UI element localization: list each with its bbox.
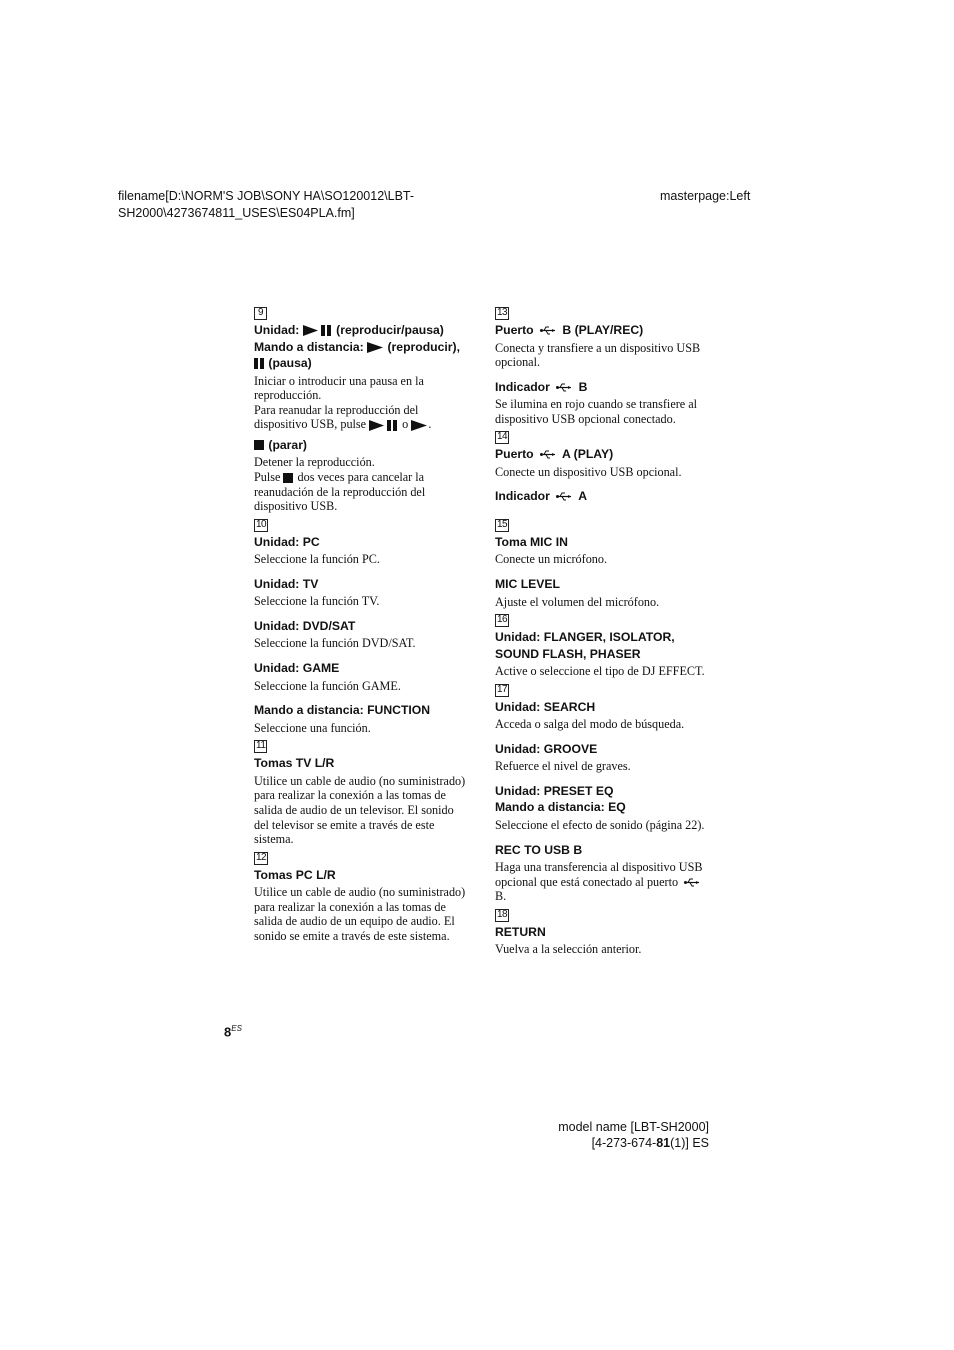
text: dos veces para cancelar la reanudación de la reproducción del dispositivo USB. bbox=[254, 469, 426, 514]
heading-remote-eq: Mando a distancia: EQ bbox=[495, 800, 626, 815]
heading-dj-effects-1: Unidad: FLANGER, ISOLATOR, bbox=[495, 630, 675, 645]
text: (1)] ES bbox=[670, 1136, 709, 1150]
heading-indicator-a bbox=[495, 488, 711, 505]
page-number bbox=[224, 1024, 242, 1039]
paragraph-play-pause-desc: Iniciar o introducir una pausa en la reproducción. bbox=[254, 373, 424, 403]
heading-preset-eq: Unidad: PRESET EQ bbox=[495, 783, 614, 798]
paragraph-tv-lr: Utilice un cable de audio (no suministrado) para realizar la conexión a las tomas de salida de audio de un televisor. El sonido del televisor se emite a través de este sistema. bbox=[254, 773, 466, 847]
paragraph-port-b: Conecta y transfiere a un dispositivo USB opcional. bbox=[495, 340, 701, 370]
paragraph-resume bbox=[254, 403, 470, 432]
heading-mic-level: MIC LEVEL bbox=[495, 577, 561, 592]
heading-unit-game: Unidad: GAME bbox=[254, 661, 340, 676]
usb-icon bbox=[556, 492, 572, 501]
paragraph-indicator-b: Se ilumina en rojo cuando se transfiere al dispositivo USB opcional conectado. bbox=[495, 397, 698, 426]
item-number-12: 12 bbox=[256, 851, 267, 863]
header-masterpage: masterpage:Left bbox=[660, 189, 751, 203]
item-number-11: 11 bbox=[256, 740, 266, 752]
paragraph-game: Seleccione la función GAME. bbox=[254, 678, 401, 693]
right-column bbox=[495, 302, 711, 957]
heading-text: (pausa) bbox=[268, 356, 312, 370]
play-icon bbox=[367, 342, 384, 353]
heading-text: Mando a distancia: bbox=[254, 339, 364, 354]
text: o bbox=[402, 417, 409, 432]
item-number-16: 16 bbox=[497, 614, 508, 626]
heading-text: Indicador bbox=[495, 379, 550, 394]
paragraph-return: Vuelva a la selección anterior. bbox=[495, 942, 642, 957]
paragraph-pc-lr: Utilice un cable de audio (no suministrado) para realizar la conexión a las tomas de salida de audio de un equipo de audio. El sonido se emite a través de este sistema. bbox=[254, 885, 466, 943]
paragraph-port-a: Conecte un dispositivo USB opcional. bbox=[495, 464, 682, 479]
heading-port-a bbox=[495, 446, 711, 463]
heading-mic-in: Toma MIC IN bbox=[495, 534, 568, 549]
item-number-10: 10 bbox=[256, 518, 267, 530]
item-number-13: 13 bbox=[497, 307, 508, 318]
text: Pulse bbox=[254, 469, 281, 484]
heading-remote-play bbox=[254, 339, 470, 356]
heading-text: Indicador bbox=[495, 489, 550, 504]
heading-pc-lr: Tomas PC L/R bbox=[254, 867, 336, 882]
heading-unit-tv: Unidad: TV bbox=[254, 576, 319, 591]
heading-text: Unidad: bbox=[254, 323, 300, 337]
heading-text: Puerto bbox=[495, 447, 534, 462]
footer-model-info bbox=[540, 1119, 709, 1151]
page-language: ES bbox=[231, 1024, 242, 1033]
paragraph-mic-in: Conecte un micrófono. bbox=[495, 552, 608, 567]
heading-pause bbox=[254, 355, 470, 372]
heading-unit-groove: Unidad: GROOVE bbox=[495, 741, 598, 756]
paragraph-pc: Seleccione la función PC. bbox=[254, 552, 380, 567]
filename-line-1: filename[D:\NORM'S JOB\SONY HA\SO120012\LBT- bbox=[118, 189, 415, 203]
text: . bbox=[428, 417, 432, 432]
heading-rec-to-usb: REC TO USB B bbox=[495, 842, 583, 857]
heading-stop bbox=[254, 437, 470, 454]
play-icon bbox=[411, 420, 428, 431]
pause-icon bbox=[254, 358, 265, 369]
paragraph-eq: Seleccione el efecto de sonido (página 22). bbox=[495, 817, 705, 832]
heading-text: Puerto bbox=[495, 323, 534, 337]
paragraph-stop-desc: Detener la reproducción. bbox=[254, 455, 375, 470]
paragraph-dj-effects: Active o seleccione el tipo de DJ EFFECT. bbox=[495, 664, 705, 679]
stop-icon bbox=[283, 473, 294, 484]
left-column bbox=[254, 302, 470, 944]
paragraph-tv: Seleccione la función TV. bbox=[254, 594, 380, 609]
heading-text: (parar) bbox=[268, 437, 307, 452]
header-filename bbox=[118, 188, 458, 222]
paragraph-dvd-sat: Seleccione la función DVD/SAT. bbox=[254, 636, 416, 651]
footer-model-name: model name [LBT-SH2000] bbox=[558, 1120, 709, 1134]
paragraph-search: Acceda o salga del modo de búsqueda. bbox=[495, 717, 685, 732]
item-number-18: 18 bbox=[497, 908, 508, 920]
heading-text: B bbox=[578, 379, 588, 394]
heading-return: RETURN bbox=[495, 924, 546, 939]
heading-dj-effects-2: SOUND FLASH, PHASER bbox=[495, 646, 641, 661]
paragraph-stop-cancel bbox=[254, 470, 470, 514]
usb-icon bbox=[540, 326, 556, 335]
footer-code bbox=[540, 1135, 709, 1151]
text: B. bbox=[495, 889, 507, 904]
item-number-9: 9 bbox=[254, 307, 267, 320]
text: [4-273-674- bbox=[591, 1136, 657, 1150]
paragraph-groove: Refuerce el nivel de graves. bbox=[495, 759, 631, 774]
heading-unit-search: Unidad: SEARCH bbox=[495, 699, 596, 714]
text: Para reanudar la reproducción del dispositivo USB, pulse bbox=[254, 402, 419, 432]
usb-icon bbox=[556, 383, 572, 392]
heading-port-b bbox=[495, 322, 711, 339]
item-number-14: 14 bbox=[497, 431, 508, 443]
text-bold: 81 bbox=[656, 1136, 671, 1150]
text: Haga una transferencia al dispositivo USB opcional que está conectado al puerto bbox=[495, 860, 703, 889]
heading-text: (reproducir/pausa) bbox=[336, 323, 444, 337]
heading-remote-function: Mando a distancia: FUNCTION bbox=[254, 703, 431, 718]
paragraph-function: Seleccione una función. bbox=[254, 720, 371, 735]
filename-line-2: SH2000\4273674811_USES\ES04PLA.fm] bbox=[118, 206, 355, 220]
paragraph-mic-level: Ajuste el volumen del micrófono. bbox=[495, 594, 660, 609]
stop-icon bbox=[254, 440, 265, 451]
play-pause-icon bbox=[369, 420, 399, 431]
usb-icon bbox=[684, 878, 700, 887]
heading-tv-lr: Tomas TV L/R bbox=[254, 756, 335, 771]
usb-icon bbox=[540, 450, 556, 459]
heading-text: A (PLAY) bbox=[561, 447, 614, 462]
item-number-17: 17 bbox=[497, 683, 508, 695]
heading-unit-play-pause bbox=[254, 322, 470, 339]
heading-text: B (PLAY/REC) bbox=[562, 323, 644, 337]
heading-unit-dvd-sat: Unidad: DVD/SAT bbox=[254, 618, 356, 633]
heading-text: (reproducir), bbox=[387, 339, 460, 354]
paragraph-rec-to-usb bbox=[495, 860, 711, 904]
heading-text: A bbox=[578, 489, 587, 504]
play-pause-icon bbox=[303, 325, 333, 336]
item-number-15: 15 bbox=[497, 518, 508, 530]
heading-unit-pc: Unidad: PC bbox=[254, 534, 320, 549]
page-number-value: 8 bbox=[224, 1024, 232, 1040]
heading-indicator-b bbox=[495, 379, 711, 396]
